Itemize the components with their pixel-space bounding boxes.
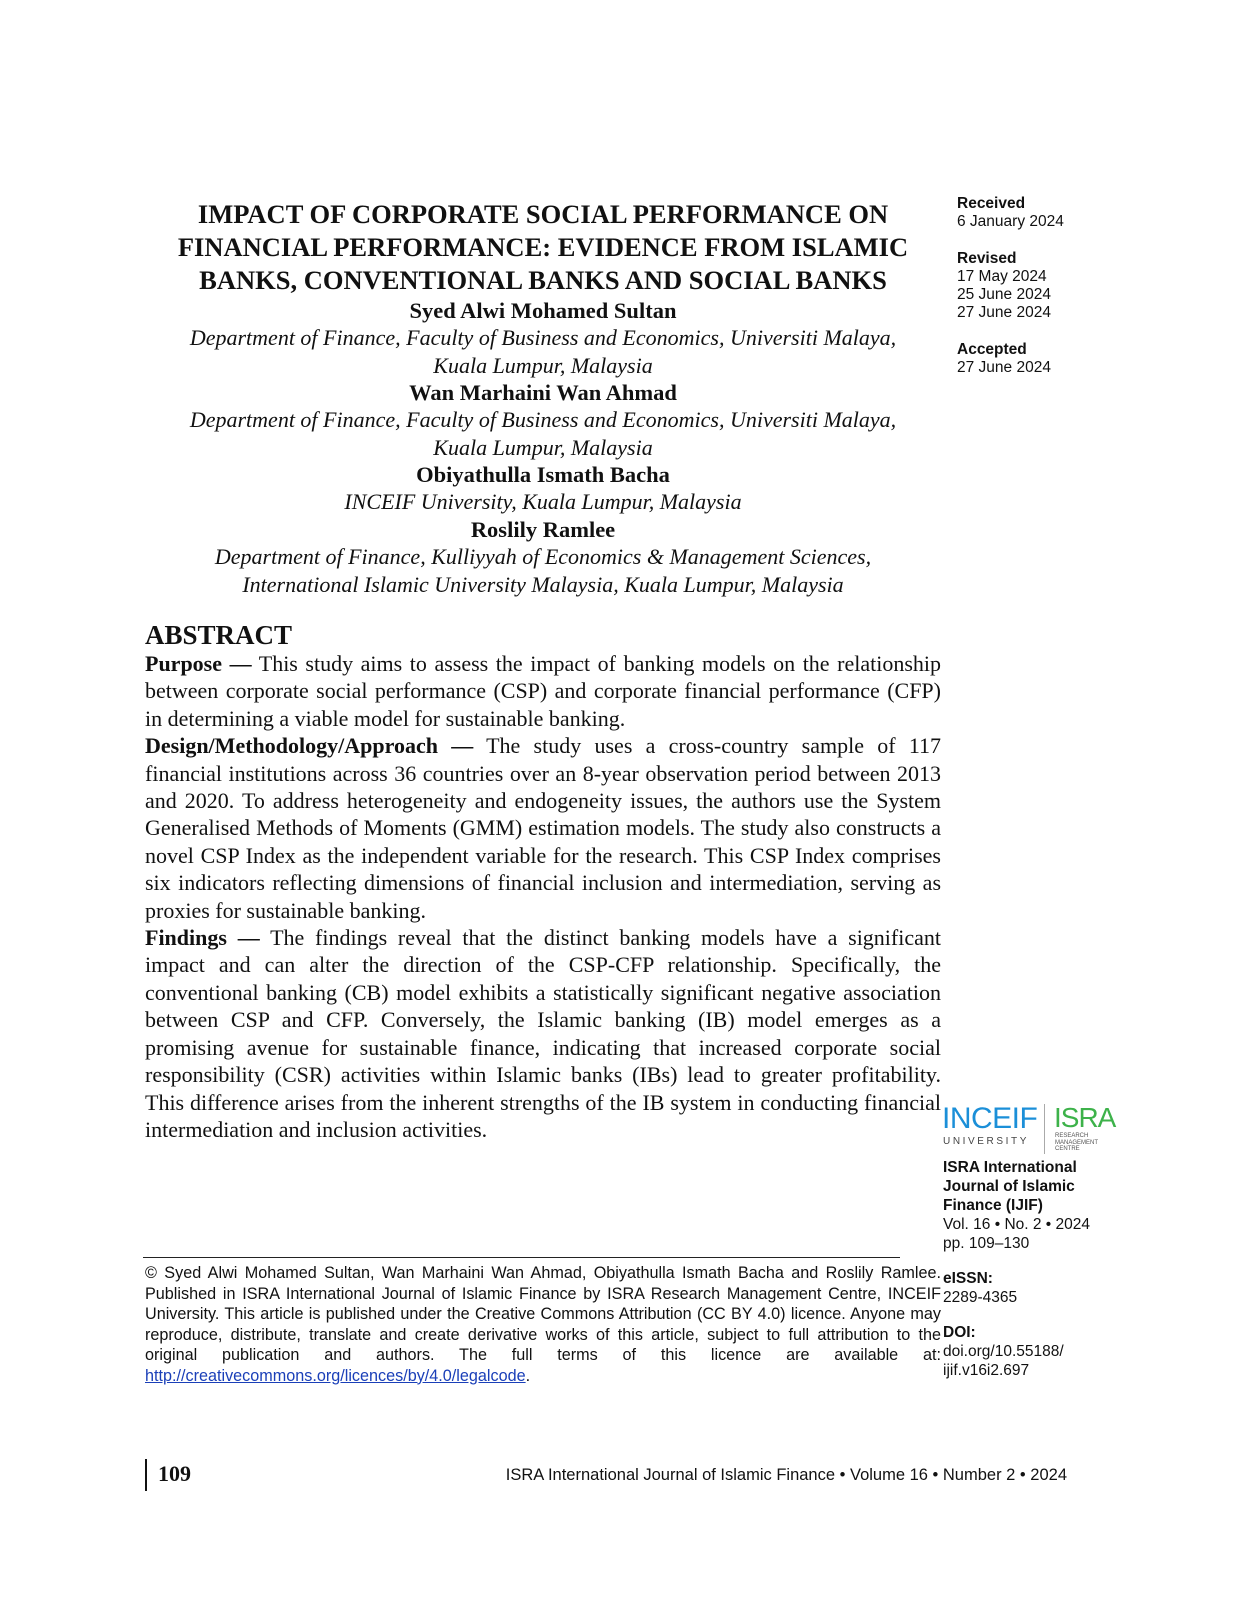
footer-journal-line: ISRA International Journal of Islamic Finance • Volume 16 • Number 2 • 2024 [505, 1466, 1067, 1484]
copyright-end: . [525, 1366, 531, 1385]
revised-date: 27 June 2024 [957, 304, 1051, 322]
section-label: Design/Methodology/Approach — [145, 733, 474, 759]
copyright-notice [145, 1263, 941, 1386]
abstract-body [145, 650, 941, 1143]
author-name: Roslily Ramlee [470, 516, 616, 542]
inceif-logo-subtitle: UNIVERSITY [943, 1136, 1030, 1147]
revised-group [957, 250, 1207, 323]
section-text: The findings reveal that the distinct banking models have a significant impact and can alter the direction of the CSP-CFP relationship. Specifically, the conventional banking (CB) model exhibits a statistically significant negative association between CSP and CFP. Conversely, the Islamic banking (IB) model emerges as a promising avenue for sustainable finance, indicating that increased corporate social responsibility (CSR) activities within Islamic banks (IBs) lead to greater profitability. This difference arises from the inherent strengths of the IB system in conducting financial intermediation and inclusion activities. [145, 925, 941, 1142]
abstract-purpose [145, 650, 941, 732]
author-name: Obiyathulla Ismath Bacha [416, 462, 670, 488]
revised-date: 17 May 2024 [957, 267, 1047, 285]
isra-logo: ISRA [1054, 1102, 1116, 1133]
revised-label: Revised [957, 249, 1017, 267]
article-header [145, 198, 941, 598]
received-label: Received [957, 195, 1026, 212]
isra-sub-line: CENTRE [1055, 1146, 1080, 1152]
received-group [957, 195, 1207, 232]
author-affiliation: Kuala Lumpur, Malaysia [433, 352, 653, 378]
doi-label: DOI: [943, 1324, 976, 1341]
doi-value: doi.org/10.55188/ [943, 1343, 1064, 1360]
author-name: Syed Alwi Mohamed Sultan [409, 298, 677, 323]
author-affiliation: Department of Finance, Faculty of Business and Economics, Universiti Malaya, [189, 325, 897, 350]
isra-sub-line: MANAGEMENT [1055, 1139, 1099, 1146]
author-name: Wan Marhaini Wan Ahmad [409, 380, 677, 406]
logo-divider [1044, 1104, 1045, 1154]
section-text: The study uses a cross-country sample of 117 financial institutions across 36 countries over an 8-year observation period between 2013 and 2020. To address heterogeneity and endogeneity issues, the authors use the System Generalised Methods of Moments (GMM) estimation models. The study also constructs a novel CSP Index as the independent variable for the research. This CSP Index comprises six indicators reflecting dimensions of financial inclusion and intermediation, serving as proxies for sustainable banking. [145, 733, 942, 923]
journal-name: Journal of Islamic [943, 1178, 1075, 1195]
section-text: This study aims to assess the impact of banking models on the relationship between corporate social performance (CSP) and corporate financial performance (CFP) in determining a viable model for sustainable banking. [145, 651, 942, 731]
eissn-value: 2289-4365 [943, 1289, 1018, 1306]
eissn-label: eISSN: [943, 1270, 993, 1287]
inceif-logo: INCEIF [942, 1102, 1038, 1135]
abstract-heading: ABSTRACT [145, 620, 293, 650]
doi-value: ijif.v16i2.697 [943, 1362, 1030, 1379]
abstract-findings [145, 924, 941, 1143]
received-date: 6 January 2024 [957, 213, 1064, 231]
author-affiliation: Department of Finance, Faculty of Business and Economics, Universiti Malaya, [189, 407, 897, 433]
isra-logo-subtitle [1055, 1133, 1125, 1153]
isra-sub-line: RESEARCH [1055, 1133, 1089, 1139]
footnote-divider [143, 1257, 900, 1258]
author-affiliation: INCEIF University, Kuala Lumpur, Malaysia [344, 489, 742, 515]
abstract-methodology [145, 732, 941, 924]
journal-issue: Vol. 16 • No. 2 • 2024 [943, 1216, 1091, 1233]
article-title: IMPACT OF CORPORATE SOCIAL PERFORMANCE ON FINANCIAL PERFORMANCE: EVIDENCE FROM ISLAMIC BANKS, CONVENTIONAL BANKS AND SOCIAL BANKS [177, 199, 909, 295]
revised-date: 25 June 2024 [957, 286, 1051, 304]
accepted-label: Accepted [957, 340, 1027, 358]
journal-info [943, 1158, 1203, 1380]
footer-bar [145, 1459, 147, 1491]
journal-name: Finance (IJIF) [943, 1197, 1043, 1214]
page-number: 109 [158, 1461, 191, 1486]
author-affiliation: Kuala Lumpur, Malaysia [433, 434, 653, 460]
journal-pages: pp. 109–130 [943, 1235, 1030, 1252]
accepted-group [957, 341, 1207, 378]
journal-name: ISRA International [943, 1159, 1077, 1176]
copyright-text: © Syed Alwi Mohamed Sultan, Wan Marhaini Wan Ahmad, Obiyathulla Ismath Bacha and Roslily Ramlee. Published in ISRA International Journal of Islamic Finance by ISRA Research Management Centre, INCEIF University. This article is published under the Creative Commons Attribution (CC BY 4.0) licence. Anyone may reproduce, distribute, translate and create derivative works of this article, subject to full attribution to the original publication and authors. The full terms of this licence are available at: [145, 1264, 941, 1364]
accepted-date: 27 June 2024 [957, 359, 1051, 377]
section-label: Purpose — [145, 651, 252, 676]
section-label: Findings — [145, 925, 260, 951]
licence-link[interactable]: http://creativecommons.org/licences/by/4.0/legalcode [145, 1366, 526, 1385]
article-dates [957, 195, 1207, 395]
publisher-logos [942, 1104, 1122, 1156]
author-affiliation: Department of Finance, Kulliyyah of Economics & Management Sciences, [214, 543, 872, 569]
author-affiliation: International Islamic University Malaysia, Kuala Lumpur, Malaysia [242, 571, 844, 597]
